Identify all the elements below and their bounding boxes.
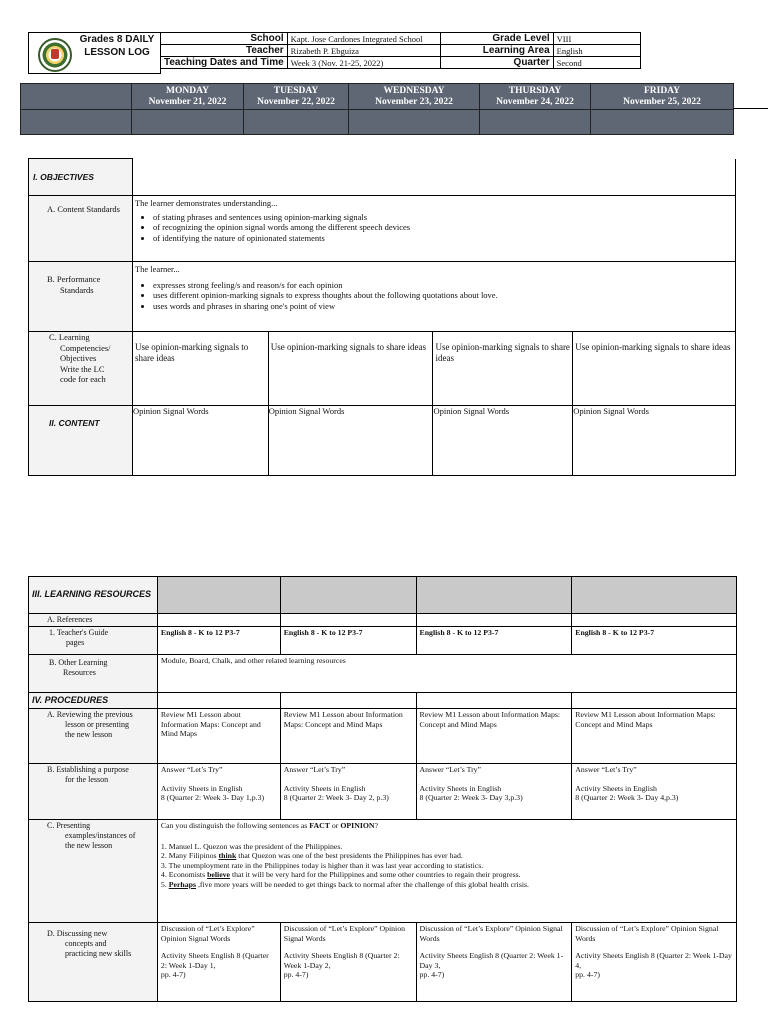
discussing-cell-thursday — [572, 923, 737, 1002]
quarter-label: Quarter — [440, 57, 553, 69]
teachers-guide-cell-tuesday: English 8 - K to 12 P3-7 — [280, 627, 416, 655]
label-line: 1. Teacher's Guide — [49, 628, 109, 637]
establishing-purpose-label — [29, 764, 158, 820]
day-bar-cell — [349, 110, 480, 135]
discussing-cell-wednesday — [416, 923, 572, 1002]
discussing-cell-monday — [157, 923, 280, 1002]
question-text: ? — [374, 821, 379, 830]
list-item: • of identifying the nature of opinionated statements — [153, 233, 733, 244]
label-line: D. Discussing new — [47, 929, 108, 938]
label-line: pages — [66, 638, 85, 647]
cell-line: Discussion of “Let’s Explore” Opinion Signal Words — [419, 924, 563, 943]
cell-line: pp. 4-7) — [283, 970, 309, 979]
label-line: the new lesson — [65, 730, 113, 739]
day-date: November 25, 2022 — [623, 96, 701, 107]
cell-line: pp. 4-7) — [419, 970, 445, 979]
label-line: Write the LC — [60, 363, 105, 374]
content-section-label: II. CONTENT — [29, 406, 133, 476]
day-header-thursday — [480, 84, 591, 110]
empty-cell — [280, 693, 416, 709]
cell-line: 8 (Quarter 2: Week 3- Day 1,p.3) — [160, 793, 265, 802]
cell-line: Answer “Let’s Try” — [419, 765, 482, 774]
label-line: Objectives — [60, 353, 97, 363]
label-line: Resources — [63, 668, 96, 677]
day-date: November 22, 2022 — [257, 96, 335, 107]
sentence-text: ,five more years will be needed to get things back to normal after the challenge of this global health crisis. — [196, 879, 530, 889]
learning-resources-section-label: III. LEARNING RESOURCES — [29, 577, 158, 614]
procedures-section-label: IV. PROCEDURES — [29, 693, 158, 709]
empty-cell — [416, 693, 572, 709]
objectives-section-label: I. OBJECTIVES — [29, 159, 133, 196]
school-value: Kapt. Jose Cardones Integrated School — [287, 33, 440, 45]
empty-cell — [280, 614, 416, 627]
performance-standards-intro: The learner... — [134, 264, 180, 274]
objectives-header-cell — [132, 159, 735, 196]
cell-line: Activity Sheets in English — [575, 783, 657, 793]
presenting-examples-label — [29, 820, 158, 923]
cell-line: 8 (Quarter 2: Week 3- Day 4,p.3) — [575, 793, 679, 802]
day-header-bar — [20, 83, 734, 135]
cell-line: Answer “Let’s Try” — [283, 765, 346, 774]
question-text: or — [329, 821, 341, 830]
list-item: • of stating phrases and sentences using opinion-marking signals — [153, 212, 733, 223]
day-header-empty — [21, 84, 132, 110]
competency-cell-tuesday: Use opinion-marking signals to share ideas — [268, 332, 433, 406]
cell-line: pp. 4-7) — [575, 970, 600, 979]
example-sentence-4 — [161, 870, 733, 880]
learning-area-label: Learning Area — [440, 45, 553, 57]
cell-line: Discussion of “Let’s Explore” Opinion Signal Words — [283, 924, 405, 943]
day-name: TUESDAY — [273, 85, 319, 96]
fact-keyword: FACT — [309, 821, 330, 830]
teachers-guide-cell-thursday: English 8 - K to 12 P3-7 — [572, 627, 737, 655]
day-header-monday — [132, 84, 244, 110]
competency-cell-wednesday: Use opinion-marking signals to share ideas — [433, 332, 573, 406]
cell-line: Discussion of “Let’s Explore” Opinion Signal Words — [575, 924, 719, 943]
day-date: November 23, 2022 — [375, 96, 453, 107]
list-item: • uses different opinion-marking signals to express thoughts about the following quotations about love. — [153, 290, 733, 301]
signal-word: believe — [207, 870, 231, 879]
cell-line: 8 (Quarter 2: Week 3- Day 2, p.3) — [283, 793, 389, 802]
grey-cell — [157, 577, 280, 614]
presenting-examples-cell — [157, 820, 736, 923]
learning-area-value: English — [553, 45, 640, 57]
content-cell-thursday: Opinion Signal Words — [573, 406, 736, 476]
label-line: C. Learning — [49, 332, 90, 342]
label-line: for the lesson — [65, 775, 109, 784]
empty-cell — [572, 693, 737, 709]
fact-opinion-question — [161, 821, 733, 831]
quarter-value: Second — [553, 57, 640, 69]
sentence-text: that it will be very hard for the Philippines and some other countries to regain their progress. — [230, 870, 521, 879]
day-header-tuesday — [244, 84, 349, 110]
example-sentence-2 — [161, 851, 733, 861]
teachers-guide-label — [29, 627, 158, 655]
grey-cell — [572, 577, 737, 614]
empty-cell — [157, 614, 280, 627]
reviewing-label — [29, 709, 158, 764]
references-label: A. References — [29, 614, 158, 627]
signal-word: think — [218, 851, 237, 860]
label-line: practicing new skills — [65, 949, 132, 958]
day-name: THURSDAY — [508, 85, 562, 96]
teachers-guide-cell-monday: English 8 - K to 12 P3-7 — [157, 627, 280, 655]
cell-line: Activity Sheets in English — [283, 783, 366, 793]
content-cell-wednesday: Opinion Signal Words — [433, 406, 573, 476]
label-line: concepts and — [65, 939, 107, 948]
cell-line: Activity Sheets English 8 (Quarter 2: Week 1-Day 2, — [283, 951, 400, 970]
day-bar-cell — [132, 110, 244, 135]
content-cell-tuesday: Opinion Signal Words — [268, 406, 433, 476]
discussing-concepts-label — [29, 923, 158, 1002]
procedures-table — [28, 576, 737, 1002]
empty-cell — [157, 693, 280, 709]
cell-line: Discussion of “Let’s Explore” Opinion Signal Words — [160, 924, 255, 943]
title-line-1: Grades 8 DAILY — [79, 34, 155, 45]
question-text: Can you distinguish the following sentences as — [160, 821, 310, 830]
teacher-value: Rizabeth P. Ebguiza — [287, 45, 440, 57]
day-bar-cell — [591, 110, 734, 135]
empty-cell — [416, 614, 572, 627]
reviewing-cell-monday: Review M1 Lesson about Information Maps: Concept and Mind Maps — [157, 709, 280, 764]
sentence-text: 4. Economists — [160, 870, 208, 879]
list-item: • of recognizing the opinion signal words among the different speech devices — [153, 222, 733, 233]
cell-line: Activity Sheets in English — [419, 783, 502, 793]
day-bar-cell — [244, 110, 349, 135]
cell-line: 8 (Quarter 2: Week 3- Day 3,p.3) — [419, 793, 523, 802]
cell-line: Answer “Let’s Try” — [160, 765, 223, 774]
list-item: • uses words and phrases in sharing one's point of view — [153, 301, 733, 312]
label-line: C. Presenting — [47, 821, 91, 830]
reviewing-cell-tuesday: Review M1 Lesson about Information Maps: Concept and Mind Maps — [280, 709, 416, 764]
teaching-dates-label: Teaching Dates and Time — [161, 57, 288, 69]
content-standards-label: A. Content Standards — [29, 196, 133, 262]
discussing-cell-tuesday — [280, 923, 416, 1002]
purpose-cell-thursday — [572, 764, 737, 820]
competency-cell-thursday: Use opinion-marking signals to share ideas — [573, 332, 736, 406]
label-line: B. Performance — [47, 274, 101, 284]
day-name: WEDNESDAY — [383, 85, 445, 96]
day-name: FRIDAY — [643, 85, 681, 96]
empty-cell — [572, 614, 737, 627]
example-sentence-1: 1. Manuel L. Quezon was the president of the Philippines. — [160, 841, 343, 851]
label-line: B. Other Learning — [49, 658, 108, 667]
day-bar-cell — [21, 110, 132, 135]
day-date: November 24, 2022 — [496, 96, 574, 107]
grey-cell — [280, 577, 416, 614]
title-line-2: LESSON LOG — [84, 47, 150, 58]
content-standards-list — [135, 212, 733, 244]
teacher-label: Teacher — [161, 45, 288, 57]
content-standards-cell — [132, 196, 735, 262]
grey-cell — [416, 577, 572, 614]
label-line: Standards — [60, 284, 94, 295]
label-line: code for each — [60, 374, 106, 384]
cell-line: Activity Sheets in English — [160, 783, 243, 793]
grade-level-value: VIII — [553, 33, 640, 45]
opinion-keyword: OPINION — [340, 821, 375, 830]
purpose-cell-tuesday — [280, 764, 416, 820]
cell-line: Activity Sheets English 8 (Quarter 2: Week 1-Day 3, — [419, 951, 564, 970]
label-line: A. Reviewing the previous — [47, 710, 133, 719]
teaching-dates-value: Week 3 (Nov. 21-25, 2022) — [287, 57, 440, 69]
purpose-cell-wednesday — [416, 764, 572, 820]
reviewing-cell-wednesday: Review M1 Lesson about Information Maps: Concept and Mind Maps — [416, 709, 572, 764]
content-cell-monday: Opinion Signal Words — [132, 406, 268, 476]
cell-line: Activity Sheets English 8 (Quarter 2: Week 1-Day 4, — [575, 951, 732, 970]
cell-line: pp. 4-7) — [160, 970, 186, 979]
day-header-wednesday — [349, 84, 480, 110]
other-resources-cell: Module, Board, Chalk, and other related learning resources — [157, 655, 736, 693]
objectives-table — [28, 158, 736, 476]
label-line: the new lesson — [65, 841, 113, 850]
competencies-label — [29, 332, 133, 406]
day-bar-cell — [480, 110, 591, 135]
cell-line: Activity Sheets English 8 (Quarter 2: Week 1-Day 1, — [160, 951, 269, 970]
example-sentence-5 — [161, 880, 733, 890]
divider-line — [733, 108, 768, 109]
performance-standards-cell — [132, 262, 735, 332]
performance-standards-label — [29, 262, 133, 332]
day-date: November 21, 2022 — [148, 96, 227, 107]
list-item: • expresses strong feeling/s and reason/s for each opinion — [153, 280, 733, 291]
day-name: MONDAY — [166, 85, 209, 96]
competency-cell-monday: Use opinion-marking signals to share ideas — [132, 332, 268, 406]
content-standards-intro: The learner demonstrates understanding... — [134, 198, 278, 208]
purpose-cell-monday — [157, 764, 280, 820]
sentence-text: 5. — [160, 879, 169, 889]
label-line: Competencies/ — [60, 342, 111, 353]
cell-line: Answer “Let’s Try” — [575, 765, 637, 774]
teachers-guide-cell-wednesday: English 8 - K to 12 P3-7 — [416, 627, 572, 655]
other-resources-label — [29, 655, 158, 693]
example-sentence-3: 3. The unemployment rate in the Philippines today is higher than it was last year according to statistics. — [160, 860, 484, 870]
sentence-text: 2. Many Filipinos — [160, 851, 219, 860]
signal-word: Perhaps — [168, 879, 197, 889]
label-line: B. Establishing a purpose — [47, 765, 129, 774]
label-line: lesson or presenting — [65, 720, 129, 729]
day-header-friday — [591, 84, 734, 110]
reviewing-cell-thursday: Review M1 Lesson about Information Maps: Concept and Mind Maps — [572, 709, 737, 764]
sentence-text: that Quezon was one of the best presidents the Philippines has ever had. — [236, 851, 463, 860]
school-label: School — [161, 33, 288, 45]
label-line: examples/instances of — [65, 831, 136, 840]
grade-level-label: Grade Level — [440, 33, 553, 45]
header-info-table — [160, 32, 641, 69]
performance-standards-list — [135, 280, 733, 312]
